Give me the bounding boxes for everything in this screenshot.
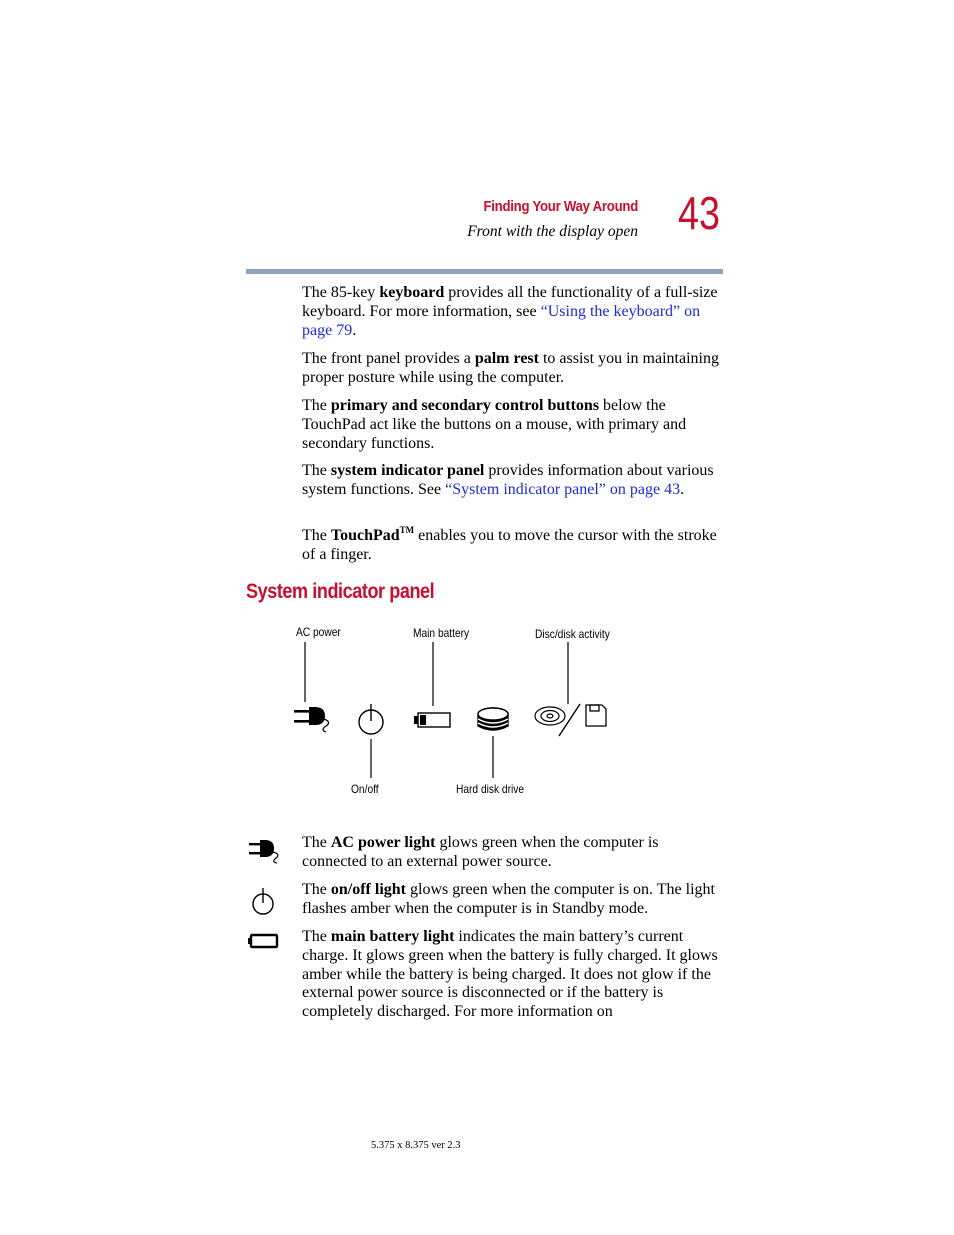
hard-disk-icon [478, 708, 508, 730]
text: below the TouchPad act like the buttons on a mouse, with primary and secondary functions. [302, 397, 687, 452]
header-rule [246, 269, 723, 274]
keyboard-paragraph [302, 284, 722, 340]
battery-icon [414, 713, 450, 727]
text: The 85-key [302, 284, 380, 301]
bold-term: main battery light [330, 928, 455, 945]
bold-term: palm rest [474, 350, 539, 367]
text: glows green when the computer is on. The light flashes amber when the computer is in Standby mode. [302, 881, 715, 917]
bold-term: keyboard [379, 284, 445, 301]
on-off-description [302, 881, 722, 919]
label-hard-disk: Hard disk drive [456, 782, 525, 796]
text: The [302, 527, 331, 544]
chapter-title: Finding Your Way Around [483, 198, 638, 215]
text: enables you to move the cursor with the stroke of a finger. [302, 527, 717, 563]
indicator-panel-paragraph [302, 462, 722, 500]
text: The front panel provides a [302, 350, 475, 367]
leader-lines [305, 642, 568, 778]
power-button-icon [359, 704, 383, 734]
trademark: TM [399, 525, 415, 535]
text: glows green when the computer is connected to an external power source. [302, 834, 659, 870]
page-number: 43 [678, 187, 720, 239]
text: . [680, 480, 685, 498]
power-button-icon [246, 884, 286, 918]
battery-icon [246, 926, 286, 960]
label-main-battery: Main battery [413, 626, 470, 640]
text: indicates the main battery’s current charge. It glows green when the battery is fully charged. It glows amber while the battery is being charged. It does not glow if the external power source is disconnected or if the battery is completely discharged. For more information on [302, 928, 718, 1021]
text: The [302, 462, 331, 479]
diskette-icon [586, 705, 606, 726]
link-system-indicator-panel[interactable]: “System indicator panel” on page 43 [445, 480, 681, 498]
text: provides all the functionality of a full-size keyboard. For more information, see [302, 284, 718, 320]
text: to assist you in maintaining proper posture while using the computer. [302, 350, 719, 386]
label-ac-power: AC power [296, 625, 341, 639]
touchpad-paragraph [302, 527, 722, 565]
battery-description [302, 928, 722, 1022]
palm-rest-paragraph [302, 350, 722, 388]
section-title: Front with the display open [467, 223, 638, 240]
bold-term: TouchPad [330, 527, 400, 544]
text: The [302, 834, 331, 851]
indicator-panel-figure [280, 636, 640, 781]
ac-power-icon [294, 707, 329, 732]
bold-term: AC power light [330, 834, 436, 851]
text: . [352, 321, 357, 339]
text: The [302, 397, 331, 414]
optical-disc-icon [535, 707, 565, 725]
bold-term: primary and secondary control buttons [330, 397, 600, 414]
page-footer: 5.375 x 8.375 ver 2.3 [371, 1140, 461, 1151]
text: The [302, 881, 331, 898]
ac-power-description [302, 834, 722, 872]
label-on-off: On/off [351, 782, 379, 796]
label-disc-activity: Disc/disk activity [535, 627, 610, 641]
text: provides information about various system functions. See [302, 462, 714, 498]
section-heading: System indicator panel [246, 580, 435, 603]
text: The [302, 928, 331, 945]
link-using-keyboard[interactable]: “Using the keyboard” on page 79 [302, 302, 701, 339]
control-buttons-paragraph [302, 397, 722, 453]
ac-power-icon [246, 834, 286, 868]
bold-term: system indicator panel [330, 462, 485, 479]
bold-term: on/off light [330, 881, 406, 898]
